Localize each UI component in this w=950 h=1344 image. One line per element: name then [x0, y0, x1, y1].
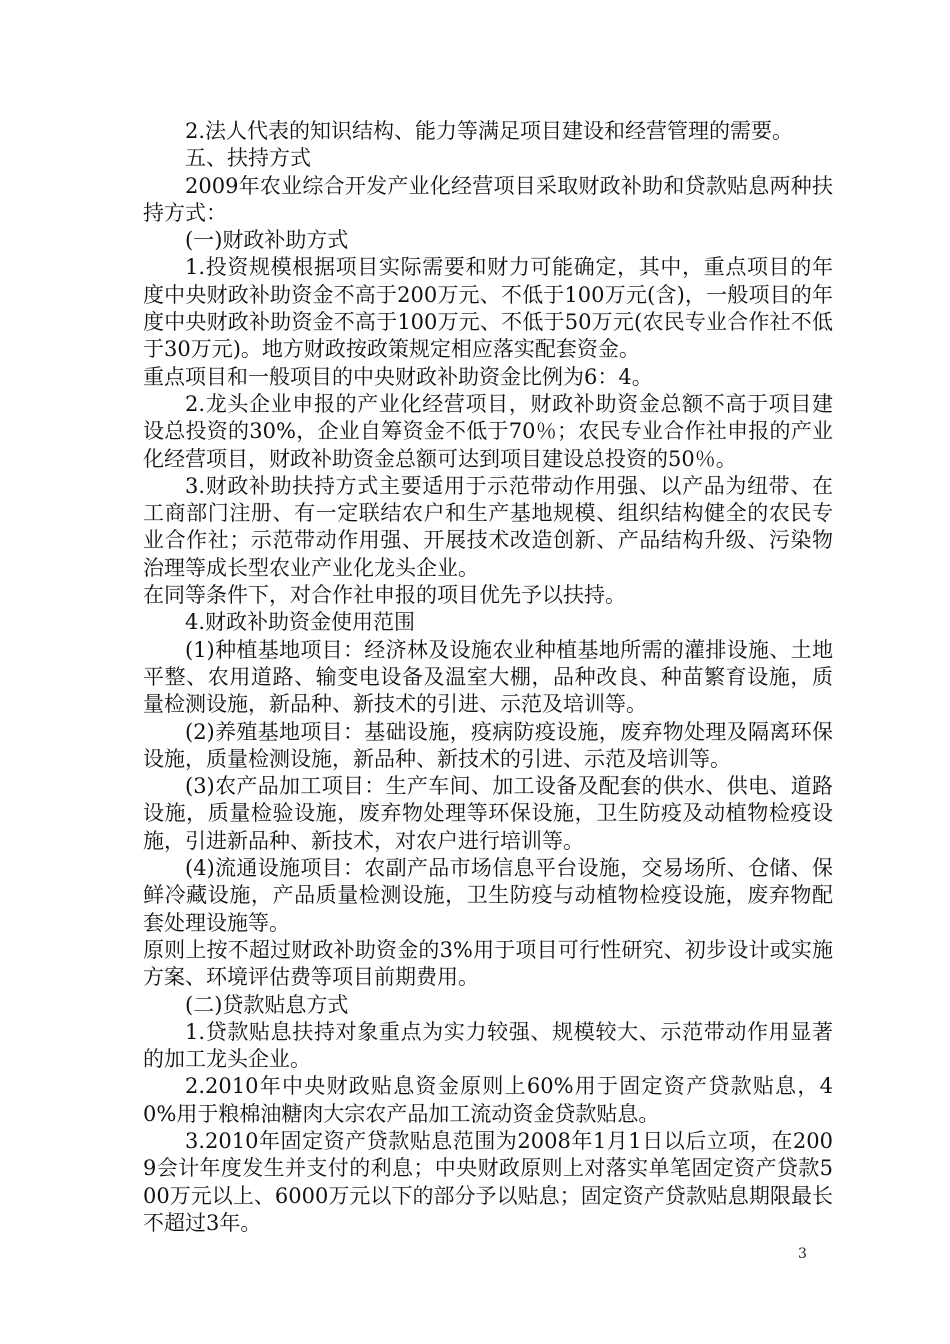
paragraph-support-intro: 2009年农业综合开发产业化经营项目采取财政补助和贷款贴息两种扶持方式：	[143, 173, 833, 225]
paragraph-subsidy-applicability: 3.财政补助扶持方式主要适用于示范带动作用强、以产品为纽带、在工商部门注册、有一定联结农户和生产基地规模、组织结构健全的农民专业合作社；示范带动作用强、开展技术改造创新、产品结构升级、污染物治理等成长型农业产业化龙头企业。	[143, 473, 833, 580]
paragraph-loan-scope: 3.2010年固定资产贷款贴息范围为2008年1月1日以后立项，在2009会计年度发生并支付的利息；中央财政原则上对落实单笔固定资产贷款500万元以上、6000万元以下的部分予以贴息；固定资产贷款贴息期限最长不超过3年。	[143, 1128, 833, 1235]
paragraph-priority-cooperatives: 在同等条件下，对合作社申报的项目优先予以扶持。	[143, 583, 626, 608]
paragraph-legal-representative: 2.法人代表的知识结构、能力等满足项目建设和经营管理的需要。	[185, 119, 794, 143]
subheading-subsidy-scope: 4.财政补助资金使用范围	[185, 610, 416, 635]
paragraph-preliminary-costs: 原则上按不超过财政补助资金的3%用于项目可行性研究、初步设计或实施方案、环境评估费等项目前期费用。	[143, 937, 833, 990]
subheading-loan-interest-subsidy: (二)贷款贴息方式	[185, 992, 349, 1017]
paragraph-breeding-base: (2)养殖基地项目：基础设施，疫病防疫设施，废弃物处理及隔离环保设施，质量检测设施，新品种、新技术的引进、示范及培训等。	[143, 719, 833, 771]
paragraph-enterprise-subsidy: 2.龙头企业申报的产业化经营项目，财政补助资金总额不高于项目建设总投资的30%，企业自筹资金不低于70％；农民专业合作社申报的产业化经营项目，财政补助资金总额可达到项目建设总投资的50％。	[143, 391, 833, 471]
page-number: 3	[798, 1246, 807, 1262]
paragraph-loan-allocation: 2.2010年中央财政贴息资金原则上60%用于固定资产贷款贴息，40%用于粮棉油糖肉大宗农产品加工流动资金贷款贴息。	[143, 1074, 833, 1126]
paragraph-loan-targets: 1.贷款贴息扶持对象重点为实力较强、规模较大、示范带动作用显著的加工龙头企业。	[143, 1019, 833, 1072]
paragraph-investment-scale: 1.投资规模根据项目实际需要和财力可能确定，其中，重点项目的年度中央财政补助资金不高于200万元、不低于100万元(含)，一般项目的年度中央财政补助资金不高于100万元、不低于50万元(农民专业合作社不低于30万元)。地方财政按政策规定相应落实配套资金。	[143, 255, 833, 362]
section-heading-support-method: 五、扶持方式	[185, 146, 311, 171]
paragraph-subsidy-ratio: 重点项目和一般项目的中央财政补助资金比例为6：4。	[143, 364, 653, 389]
subheading-fiscal-subsidy: (一)财政补助方式	[185, 228, 349, 253]
paragraph-planting-base: (1)种植基地项目：经济林及设施农业种植基地所需的灌排设施、土地平整、农用道路、输变电设备及温室大棚，品种改良、种苗繁育设施，质量检测设施，新品种、新技术的引进、示范及培训等。	[143, 637, 833, 717]
paragraph-processing-project: (3)农产品加工项目：生产车间、加工设备及配套的供水、供电、道路设施，质量检验设施，废弃物处理等环保设施，卫生防疫及动植物检疫设施，引进新品种、新技术，对农户进行培训等。	[143, 774, 833, 853]
paragraph-circulation-facilities: (4)流通设施项目：农副产品市场信息平台设施，交易场所、仓储、保鲜冷藏设施，产品质量检测设施，卫生防疫与动植物检疫设施，废弃物配套处理设施等。	[143, 856, 833, 935]
document-body	[143, 118, 833, 1237]
